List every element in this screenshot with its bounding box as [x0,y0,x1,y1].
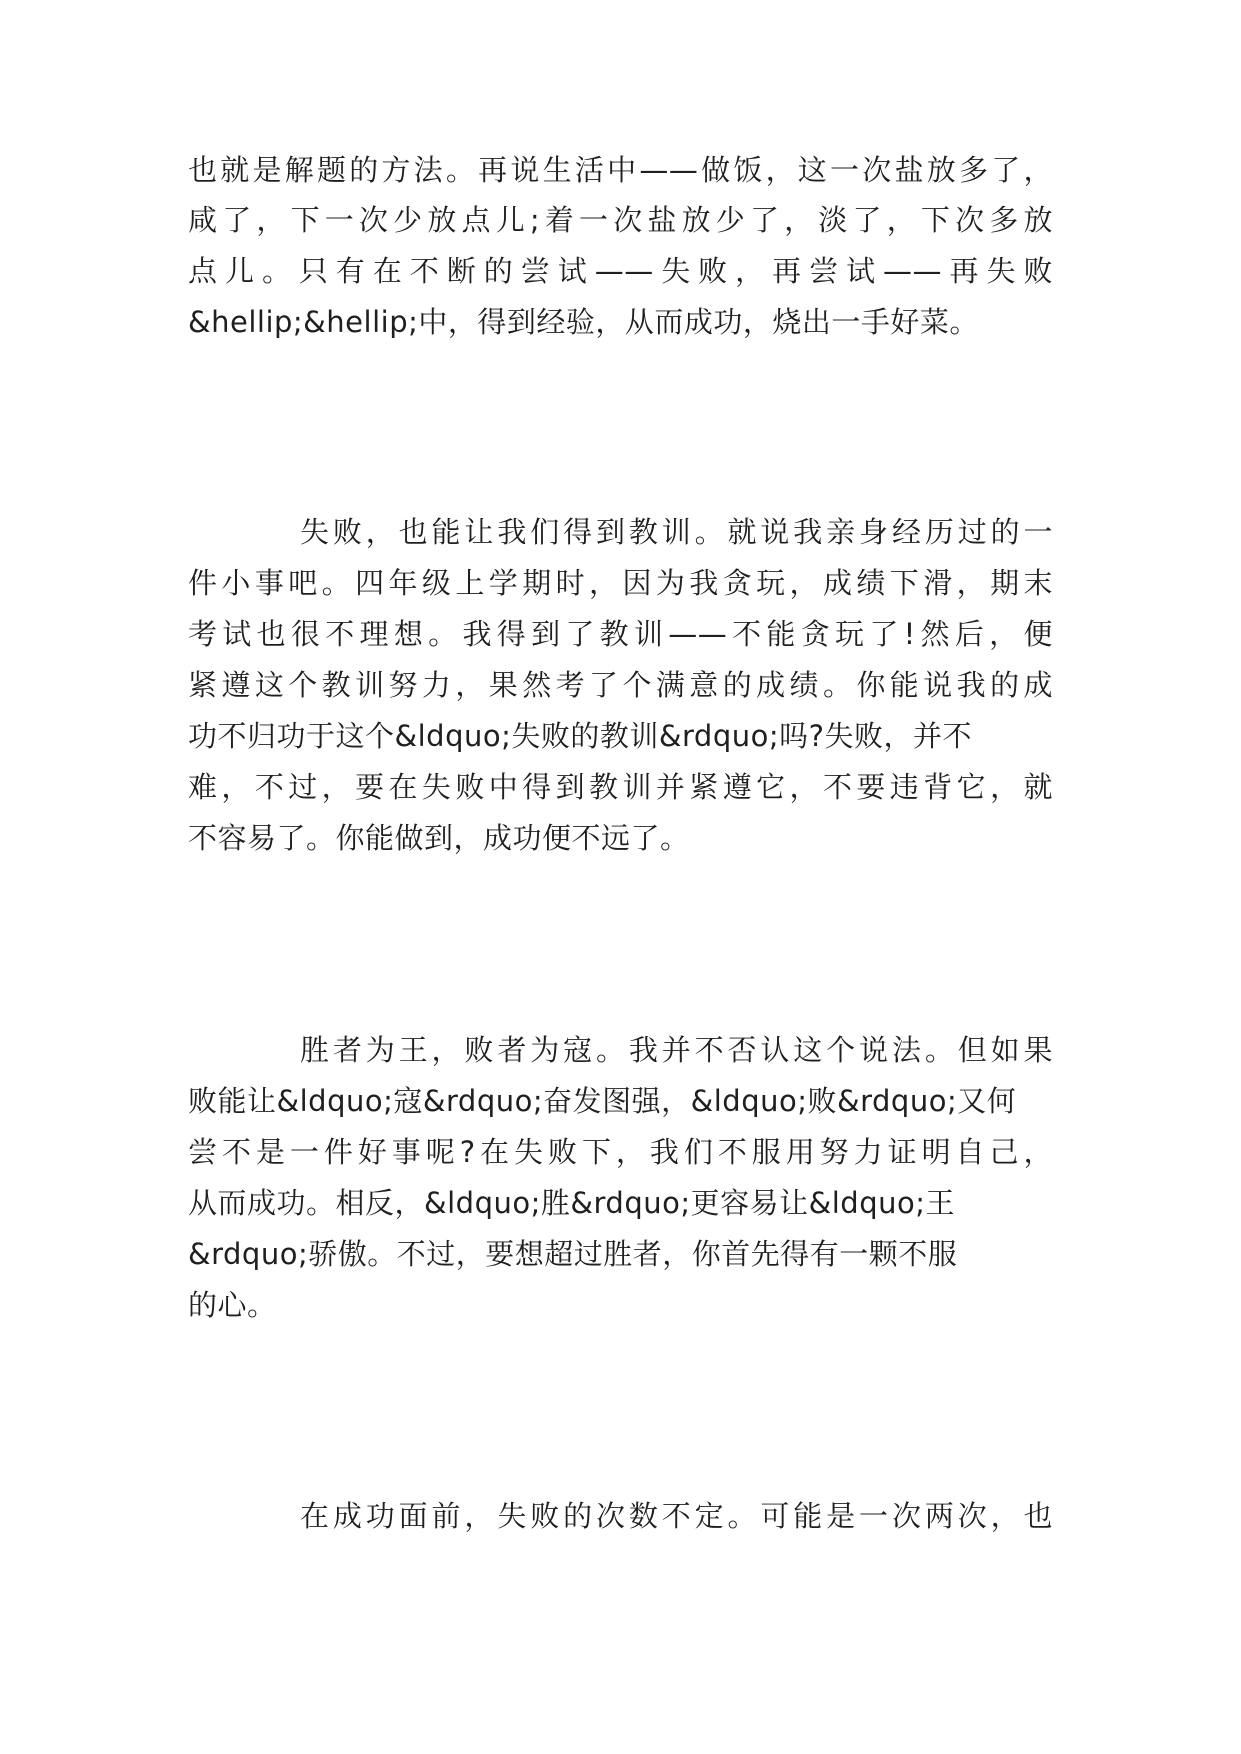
paragraph-line: 考试也很不理想。我得到了教训——不能贪玩了!然后，便 [188,617,1053,651]
paragraph-line: 尝不是一件好事呢?在失败下，我们不服用努力证明自己， [188,1135,1053,1169]
paragraph-line: 从而成功。相反，&ldquo;胜&rdquo;更容易让&ldquo;王 [188,1186,955,1220]
paragraph-line: &rdquo;骄傲。不过，要想超过胜者，你首先得有一颗不服 [188,1237,958,1271]
paragraph-line: 咸了，下一次少放点儿;着一次盐放少了，淡了，下次多放 [188,203,1053,237]
paragraph-line: 功不归功于这个&ldquo;失败的教训&rdquo;吗?失败，并不 [188,719,973,753]
paragraph-line: 的心。 [188,1288,277,1322]
paragraph-line: &hellip;&hellip;中，得到经验，从而成功，烧出一手好菜。 [188,305,979,339]
paragraph-line: 败能让&ldquo;寇&rdquo;奋发图强，&ldquo;败&rdquo;又何 [188,1084,1017,1118]
paragraph-line: 难，不过，要在失败中得到教训并紧遵它，不要违背它，就 [188,770,1053,804]
paragraph-line: 点儿。只有在不断的尝试——失败，再尝试——再失败 [188,254,1053,288]
paragraph-line: 胜者为王，败者为寇。我并不否认这个说法。但如果 [300,1033,1053,1067]
paragraph-line: 失败，也能让我们得到教训。就说我亲身经历过的一 [300,515,1053,549]
paragraph-line: 件小事吧。四年级上学期时，因为我贪玩，成绩下滑，期末 [188,566,1053,600]
paragraph-line: 在成功面前，失败的次数不定。可能是一次两次，也 [300,1499,1053,1533]
paragraph-line: 紧遵这个教训努力，果然考了个满意的成绩。你能说我的成 [188,668,1053,702]
paragraph-line: 也就是解题的方法。再说生活中——做饭，这一次盐放多了， [188,153,1053,187]
paragraph-line: 不容易了。你能做到，成功便不远了。 [188,821,690,855]
